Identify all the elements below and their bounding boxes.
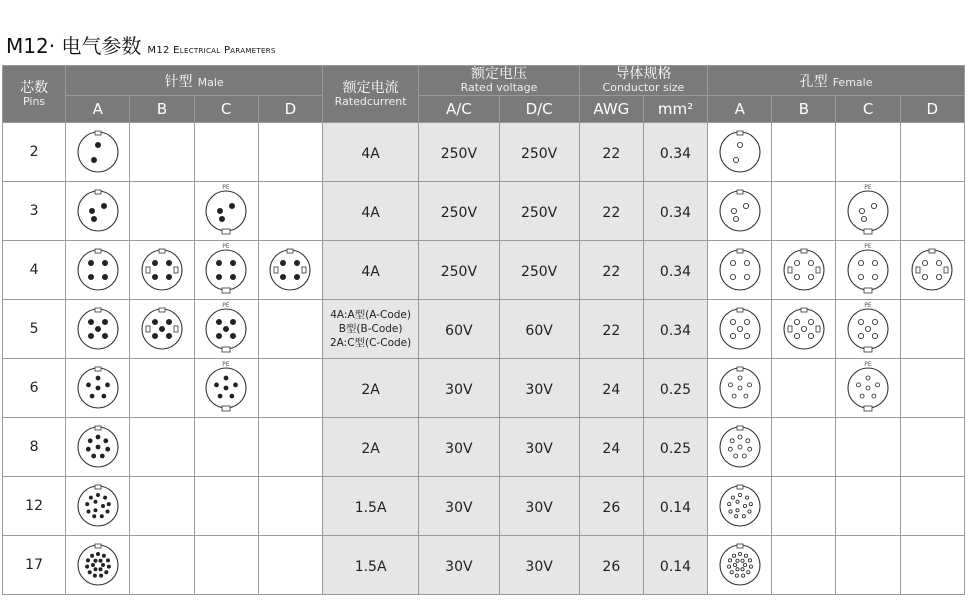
header-awg: AWG <box>579 96 643 123</box>
rated-current-line: 4A:A型(A-Code) <box>330 309 411 321</box>
female-cell-d <box>900 477 964 536</box>
table-row <box>3 241 965 300</box>
female-4-pin-b-icon <box>776 243 832 297</box>
pins-cell <box>3 123 66 182</box>
awg-cell-value: 26 <box>602 558 621 575</box>
voltage-ac-cell-value: 30V <box>445 558 473 575</box>
header-female-b: B <box>772 96 836 123</box>
pins-cell <box>3 359 66 418</box>
pins-cell-value: 3 <box>29 203 39 219</box>
voltage-dc-cell <box>499 418 579 477</box>
awg-cell <box>579 241 643 300</box>
female-5-pin-icon <box>712 302 768 356</box>
female-cell-b <box>772 182 836 241</box>
male-cell-c <box>194 300 258 359</box>
female-cell-a <box>708 418 772 477</box>
voltage-ac-cell-value: 30V <box>445 440 473 457</box>
male-cell-c <box>194 359 258 418</box>
rated-current-cell-value: 2A <box>361 440 380 457</box>
pins-cell-value: 17 <box>25 557 43 573</box>
mm2-cell-value: 0.34 <box>659 322 692 339</box>
awg-cell <box>579 536 643 595</box>
male-cell-d <box>258 536 322 595</box>
svg-text:PE: PE <box>222 243 230 250</box>
male-cell-b <box>130 359 194 418</box>
male-cell-c <box>194 241 258 300</box>
female-4-pin-icon <box>712 243 768 297</box>
pins-cell <box>3 241 66 300</box>
voltage-ac-cell-value: 250V <box>440 263 478 280</box>
header-female-c: C <box>836 96 900 123</box>
rated-current-cell-value: 4A <box>361 204 380 221</box>
female-cell-b <box>772 477 836 536</box>
mm2-cell <box>643 418 707 477</box>
voltage-ac-cell <box>419 241 499 300</box>
mm2-cell-value: 0.34 <box>659 263 692 280</box>
male-cell-a <box>66 241 130 300</box>
female-cell-a <box>708 182 772 241</box>
table-row <box>3 123 965 182</box>
header-male-d: D <box>258 96 322 123</box>
voltage-dc-cell-value: 250V <box>520 263 558 280</box>
voltage-dc-cell-value: 30V <box>525 440 553 457</box>
rated-current-cell <box>322 241 418 300</box>
awg-cell <box>579 123 643 182</box>
svg-text:PE: PE <box>864 184 872 191</box>
header-male: 针型 Male <box>66 66 323 96</box>
male-cell-a <box>66 418 130 477</box>
voltage-ac-cell <box>419 182 499 241</box>
male-cell-d <box>258 182 322 241</box>
rated-current-cell-value: 2A <box>361 381 380 398</box>
female-cell-c <box>836 536 900 595</box>
pins-cell-value: 4 <box>29 262 39 278</box>
male-4-pin-c-icon <box>198 243 254 297</box>
mm2-cell <box>643 241 707 300</box>
header-female: 孔型 Female <box>708 66 965 96</box>
mm2-cell-value: 0.14 <box>659 558 692 575</box>
male-4-pin-d-icon <box>262 243 318 297</box>
voltage-dc-cell-value: 250V <box>520 145 558 162</box>
rated-current-cell-value: 1.5A <box>354 558 387 575</box>
male-5-pin-b-icon <box>134 302 190 356</box>
female-cell-c <box>836 123 900 182</box>
mm2-cell <box>643 182 707 241</box>
svg-text:PE: PE <box>222 361 230 368</box>
female-cell-d <box>900 418 964 477</box>
male-6-pin-c-icon <box>198 361 254 415</box>
pins-cell <box>3 418 66 477</box>
header-rated-voltage: 额定电压 Rated voltage <box>419 66 579 96</box>
header-male-a: A <box>66 96 130 123</box>
awg-cell <box>579 418 643 477</box>
title-sub: M12 Electrical Parameters <box>147 45 276 56</box>
voltage-ac-cell-value: 250V <box>440 204 478 221</box>
header-conductor-size: 导体规格 Conductor size <box>579 66 707 96</box>
pins-cell <box>3 300 66 359</box>
male-cell-d <box>258 123 322 182</box>
rated-current-cell <box>322 359 418 418</box>
pins-cell <box>3 477 66 536</box>
voltage-dc-cell-value: 250V <box>520 204 558 221</box>
pins-cell-value: 12 <box>25 498 43 514</box>
female-6-pin-c-icon <box>840 361 896 415</box>
female-cell-b <box>772 123 836 182</box>
female-cell-a <box>708 123 772 182</box>
male-cell-d <box>258 418 322 477</box>
table-row <box>3 182 965 241</box>
rated-current-cell <box>322 123 418 182</box>
pins-cell-value: 6 <box>29 380 39 396</box>
awg-cell-value: 24 <box>602 381 621 398</box>
male-cell-b <box>130 418 194 477</box>
voltage-ac-cell <box>419 300 499 359</box>
mm2-cell <box>643 477 707 536</box>
male-cell-b <box>130 182 194 241</box>
female-cell-d <box>900 182 964 241</box>
female-cell-b <box>772 536 836 595</box>
female-cell-b <box>772 359 836 418</box>
voltage-ac-cell-value: 60V <box>445 322 473 339</box>
awg-cell-value: 24 <box>602 440 621 457</box>
female-cell-a <box>708 241 772 300</box>
header-rated-current: 额定电流 Ratedcurrent <box>322 66 418 123</box>
rated-current-cell <box>322 477 418 536</box>
voltage-dc-cell <box>499 359 579 418</box>
female-cell-a <box>708 300 772 359</box>
mm2-cell-value: 0.14 <box>659 499 692 516</box>
male-cell-a <box>66 300 130 359</box>
male-cell-d <box>258 359 322 418</box>
female-cell-c <box>836 359 900 418</box>
page-title <box>6 30 276 59</box>
header-pins: 芯数 Pins <box>3 66 66 123</box>
male-4-pin-b-icon <box>134 243 190 297</box>
male-cell-b <box>130 536 194 595</box>
voltage-ac-cell <box>419 418 499 477</box>
female-4-pin-c-icon <box>840 243 896 297</box>
female-cell-d <box>900 359 964 418</box>
rated-current-cell-value: 4A <box>361 263 380 280</box>
awg-cell-value: 22 <box>602 322 621 339</box>
svg-text:PE: PE <box>222 302 230 309</box>
pins-cell-value: 2 <box>29 144 39 160</box>
pins-cell-value: 5 <box>29 321 39 337</box>
female-cell-a <box>708 477 772 536</box>
male-3-pin-c-icon <box>198 184 254 238</box>
header-subrow <box>3 96 965 123</box>
svg-text:PE: PE <box>864 361 872 368</box>
awg-cell <box>579 359 643 418</box>
male-cell-c <box>194 536 258 595</box>
male-4-pin-icon <box>70 243 126 297</box>
male-3-pin-icon <box>70 184 126 238</box>
female-cell-a <box>708 359 772 418</box>
female-cell-a <box>708 536 772 595</box>
mm2-cell <box>643 123 707 182</box>
voltage-ac-cell-value: 30V <box>445 499 473 516</box>
rated-current-cell <box>322 300 418 359</box>
female-4-pin-d-icon <box>904 243 960 297</box>
header-dc: D/C <box>499 96 579 123</box>
voltage-dc-cell-value: 30V <box>525 499 553 516</box>
male-cell-d <box>258 241 322 300</box>
mm2-cell-value: 0.25 <box>659 381 692 398</box>
mm2-cell <box>643 359 707 418</box>
female-3-pin-c-icon <box>840 184 896 238</box>
male-cell-a <box>66 359 130 418</box>
table-row <box>3 536 965 595</box>
mm2-cell <box>643 300 707 359</box>
header-row <box>3 66 965 96</box>
male-6-pin-icon <box>70 361 126 415</box>
voltage-dc-cell <box>499 536 579 595</box>
table-row <box>3 477 965 536</box>
female-8-pin-icon <box>712 420 768 474</box>
female-cell-c <box>836 418 900 477</box>
male-2-pin-icon <box>70 125 126 179</box>
female-cell-d <box>900 300 964 359</box>
female-6-pin-icon <box>712 361 768 415</box>
female-12-pin-icon <box>712 479 768 533</box>
female-cell-b <box>772 241 836 300</box>
voltage-dc-cell-value: 30V <box>525 558 553 575</box>
male-cell-b <box>130 241 194 300</box>
voltage-dc-cell <box>499 182 579 241</box>
voltage-ac-cell <box>419 536 499 595</box>
table-row <box>3 418 965 477</box>
voltage-ac-cell <box>419 359 499 418</box>
voltage-dc-cell <box>499 477 579 536</box>
rated-current-line: B型(B-Code) <box>338 323 403 335</box>
awg-cell <box>579 477 643 536</box>
mm2-cell-value: 0.34 <box>659 145 692 162</box>
female-cell-d <box>900 536 964 595</box>
mm2-cell-value: 0.25 <box>659 440 692 457</box>
table-row <box>3 359 965 418</box>
male-17-pin-icon <box>70 538 126 592</box>
header-female-d: D <box>900 96 964 123</box>
rated-current-cell <box>322 182 418 241</box>
female-17-pin-icon <box>712 538 768 592</box>
female-3-pin-icon <box>712 184 768 238</box>
header-male-b: B <box>130 96 194 123</box>
electrical-parameters-table <box>2 65 965 595</box>
svg-text:PE: PE <box>222 184 230 191</box>
male-8-pin-icon <box>70 420 126 474</box>
male-cell-b <box>130 300 194 359</box>
rated-current-cell <box>322 418 418 477</box>
awg-cell <box>579 182 643 241</box>
awg-cell-value: 22 <box>602 263 621 280</box>
female-cell-d <box>900 123 964 182</box>
voltage-ac-cell <box>419 477 499 536</box>
male-cell-b <box>130 123 194 182</box>
voltage-ac-cell-value: 250V <box>440 145 478 162</box>
header-male-c: C <box>194 96 258 123</box>
female-2-pin-icon <box>712 125 768 179</box>
pins-cell-value: 8 <box>29 439 39 455</box>
awg-cell <box>579 300 643 359</box>
male-cell-b <box>130 477 194 536</box>
mm2-cell-value: 0.34 <box>659 204 692 221</box>
awg-cell-value: 26 <box>602 499 621 516</box>
female-5-pin-c-icon <box>840 302 896 356</box>
awg-cell-value: 22 <box>602 204 621 221</box>
header-mm2: mm² <box>643 96 707 123</box>
female-cell-b <box>772 300 836 359</box>
rated-current-cell <box>322 536 418 595</box>
pins-cell <box>3 536 66 595</box>
male-cell-c <box>194 477 258 536</box>
male-cell-a <box>66 536 130 595</box>
title-main: M12· 电气参数 <box>6 34 142 58</box>
voltage-ac-cell <box>419 123 499 182</box>
header-female-a: A <box>708 96 772 123</box>
male-cell-c <box>194 123 258 182</box>
rated-current-line: 2A:C型(C-Code) <box>329 337 412 349</box>
svg-text:PE: PE <box>864 302 872 309</box>
female-cell-c <box>836 300 900 359</box>
female-cell-c <box>836 182 900 241</box>
male-cell-d <box>258 477 322 536</box>
male-cell-c <box>194 418 258 477</box>
male-cell-a <box>66 477 130 536</box>
rated-current-cell-value: 1.5A <box>354 499 387 516</box>
table-row <box>3 300 965 359</box>
awg-cell-value: 22 <box>602 145 621 162</box>
male-cell-c <box>194 182 258 241</box>
female-5-pin-b-icon <box>776 302 832 356</box>
male-5-pin-c-icon <box>198 302 254 356</box>
mm2-cell <box>643 536 707 595</box>
voltage-dc-cell <box>499 300 579 359</box>
voltage-ac-cell-value: 30V <box>445 381 473 398</box>
voltage-dc-cell-value: 30V <box>525 381 553 398</box>
male-cell-d <box>258 300 322 359</box>
svg-text:PE: PE <box>864 243 872 250</box>
voltage-dc-cell-value: 60V <box>525 322 553 339</box>
rated-current-cell-value: 4A <box>361 145 380 162</box>
male-cell-a <box>66 182 130 241</box>
female-cell-d <box>900 241 964 300</box>
pins-cell <box>3 182 66 241</box>
male-12-pin-icon <box>70 479 126 533</box>
voltage-dc-cell <box>499 123 579 182</box>
female-cell-c <box>836 241 900 300</box>
voltage-dc-cell <box>499 241 579 300</box>
male-5-pin-icon <box>70 302 126 356</box>
female-cell-c <box>836 477 900 536</box>
female-cell-b <box>772 418 836 477</box>
header-ac: A/C <box>419 96 499 123</box>
male-cell-a <box>66 123 130 182</box>
